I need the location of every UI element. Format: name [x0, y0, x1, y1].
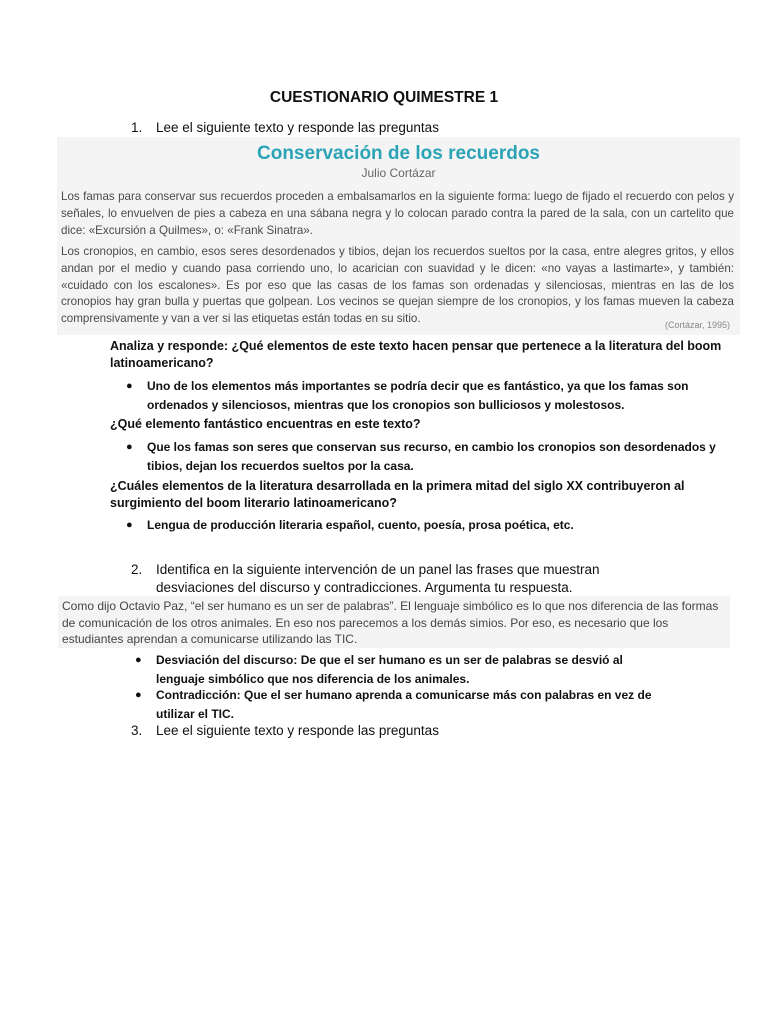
bullet-icon: ●: [126, 380, 133, 392]
answer-desviacion: [135, 651, 656, 688]
excerpt-conservacion: [57, 137, 740, 335]
excerpt-octavio-paz-text: Como dijo Octavio Paz, “el ser humano es un ser de palabras”. El lenguaje simbólico es lo que nos diferencia de las formas de comunicación de los otros animales. En eso nos parecemos a los demás simios. Por eso, es necesario que los estudiantes aprendan a comunicarse utilizando las TIC.: [62, 599, 719, 646]
excerpt-octavio-paz: [58, 596, 730, 648]
excerpt-title: Conservación de los recuerdos: [257, 143, 540, 164]
bullet-icon: ●: [126, 519, 133, 531]
instruction-2-text: Identifica en la siguiente intervención de un panel las frases que muestran desviaciones del discurso y contradicciones. Argumenta tu respuesta.: [156, 562, 600, 595]
answer-boom-text: Uno de los elementos más importantes se podría decir que es fantástico, ya que los famas son ordenados y silenciosos, mientras que los cronopios son bulliciosos y molestosos.: [147, 379, 689, 412]
answer-fantastico: [126, 438, 747, 475]
excerpt-paragraph-1: Los famas para conservar sus recuerdos proceden a embalsamarlos en la siguiente forma: luego de fijado el recuerdo con pelos y señales, lo envuelven de pies a cabeza en una sábana negra y lo colocan parado contra la pared de la sala, con un cartelito que dice: «Excursión a Quilmes», o: «Frank Sinatra».: [61, 190, 734, 237]
instruction-2-number: 2.: [131, 562, 143, 577]
instruction-3-text: Lee el siguiente texto y responde las preguntas: [156, 723, 439, 738]
instruction-1-text: Lee el siguiente texto y responde las preguntas: [156, 120, 439, 135]
bullet-icon: ●: [126, 441, 133, 453]
instruction-1-number: 1.: [131, 120, 143, 135]
answer-contradiccion: [135, 686, 666, 723]
excerpt-citation: (Cortázar, 1995): [664, 320, 730, 330]
excerpt-author: Julio Cortázar: [361, 166, 436, 180]
page-title: CUESTIONARIO QUIMESTRE 1: [269, 89, 499, 106]
answer-desviacion-text: Desviación del discurso: De que el ser humano es un ser de palabras se desvió al lenguaje simbólico que nos diferencia de los animales.: [156, 653, 623, 686]
question-fantastico: ¿Qué elemento fantástico encuentras en este texto?: [110, 417, 421, 431]
excerpt-paragraph-2: Los cronopios, en cambio, esos seres desordenados y tibios, dejan los recuerdos sueltos por la casa, entre alegres gritos, y ellos andan por el medio y cuando pasa corriendo uno, lo acarician con suavidad y le dicen: «no vayas a lastimarte», y también: «cuidado con los escalones». Es por eso que las casas de los famas son ordenadas y silenciosas, mientras en las de los cronopios hay gran bulla y puertas que golpean. Los vecinos se quejan siempre de los cronopios, y los famas mueven la cabeza comprensivamente y van a ver si las etiquetas están todas en su sitio.: [61, 245, 734, 326]
instruction-3-number: 3.: [131, 723, 143, 738]
question-siglo-xx: ¿Cuáles elementos de la literatura desarrollada en la primera mitad del siglo XX contribuyeron al surgimiento del boom literario latinoamericano?: [110, 479, 685, 510]
answer-siglo-xx: [126, 516, 717, 535]
question-boom: Analiza y responde: ¿Qué elementos de este texto hacen pensar que pertenece a la literatura del boom latinoamericano?: [110, 339, 722, 370]
bullet-icon: ●: [135, 654, 142, 666]
instruction-3: [131, 723, 439, 738]
instruction-2: [131, 561, 631, 597]
bullet-icon: ●: [135, 689, 142, 701]
instruction-1: [131, 120, 439, 135]
answer-contradiccion-text: Contradicción: Que el ser humano aprenda a comunicarse más con palabras en vez de utilizar el TIC.: [156, 688, 652, 721]
answer-boom: [126, 377, 717, 414]
answer-fantastico-text: Que los famas son seres que conservan sus recurso, en cambio los cronopios son desordenados y tibios, dejan los recuerdos sueltos por la casa.: [147, 440, 716, 473]
answer-siglo-xx-text: Lengua de producción literaria español, cuento, poesía, prosa poética, etc.: [147, 518, 574, 532]
